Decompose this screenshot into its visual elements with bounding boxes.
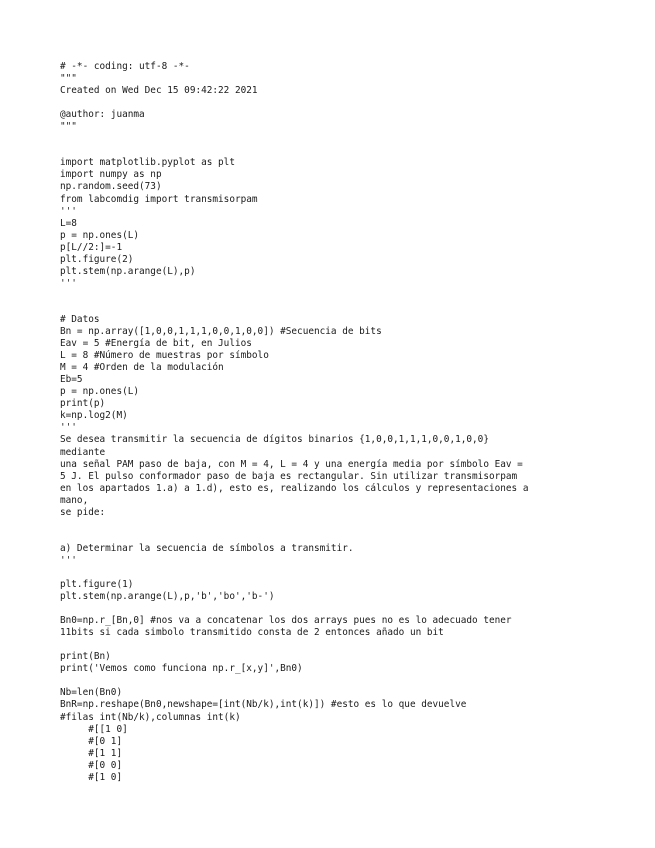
- code-line: #[0 1]: [60, 735, 123, 747]
- code-line: [60, 675, 620, 687]
- code-line: #[1 1]: [60, 747, 123, 759]
- code-line: [60, 603, 620, 615]
- code-line: ''': [60, 422, 77, 434]
- code-line: 11bits si cada simbolo transmitido consta de 2 entonces añado un bit: [60, 627, 444, 639]
- code-line: print(Bn): [60, 651, 111, 663]
- code-line: Created on Wed Dec 15 09:42:22 2021: [60, 85, 258, 97]
- code-line: [60, 145, 620, 157]
- code-line: L=8: [60, 217, 77, 229]
- code-line: #[[1 0]: [60, 723, 128, 735]
- code-line: M = 4 #Orden de la modulación: [60, 362, 224, 374]
- code-line: Eav = 5 #Energía de bit, en Julios: [60, 338, 252, 350]
- code-line: [60, 519, 620, 531]
- code-line: ''': [60, 554, 77, 566]
- code-line: [60, 290, 620, 302]
- code-line: # -*- coding: utf-8 -*-: [60, 61, 190, 72]
- code-line: ''': [60, 205, 77, 217]
- code-line: plt.figure(2): [60, 253, 134, 265]
- code-line: p = np.ones(L): [60, 229, 140, 241]
- code-line: #filas int(Nb/k),columnas int(k): [60, 711, 241, 723]
- code-line: [60, 639, 620, 651]
- code-line: Se desea transmitir la secuencia de dígitos binarios {1,0,0,1,1,1,0,0,1,0,0}: [60, 434, 489, 446]
- code-line: np.random.seed(73): [60, 181, 162, 193]
- code-line: [60, 567, 620, 579]
- code-line: #[0 0]: [60, 759, 123, 771]
- code-line: import numpy as np: [60, 169, 162, 181]
- code-line: Bn0=np.r_[Bn,0] #nos va a concatenar los dos arrays pues no es lo adecuado tener: [60, 615, 512, 627]
- code-line: plt.stem(np.arange(L),p): [60, 265, 196, 277]
- code-line: # Datos: [60, 313, 100, 325]
- code-line: se pide:: [60, 506, 106, 518]
- code-line: ''': [60, 277, 77, 289]
- code-line: #[1 0]: [60, 771, 123, 783]
- code-line: import matplotlib.pyplot as plt: [60, 157, 235, 169]
- code-line: [60, 302, 620, 314]
- code-line: plt.stem(np.arange(L),p,'b','bo','b-'): [60, 591, 275, 603]
- code-line: una señal PAM paso de baja, con M = 4, L = 4 y una energía media por símbolo Eav =: [60, 458, 523, 470]
- code-line: [60, 133, 620, 145]
- code-listing: [60, 61, 620, 784]
- code-line: plt.figure(1): [60, 579, 134, 591]
- code-line: [60, 97, 620, 109]
- code-line: Nb=len(Bn0): [60, 687, 123, 699]
- code-line: Eb=5: [60, 374, 83, 386]
- code-line: """: [60, 121, 77, 133]
- code-line: mano,: [60, 494, 89, 506]
- code-line: BnR=np.reshape(Bn0,newshape=[int(Nb/k),int(k)]) #esto es lo que devuelve: [60, 699, 467, 711]
- code-line: mediante: [60, 446, 106, 458]
- code-line: 5 J. El pulso conformador paso de baja es rectangular. Sin utilizar transmisorpam: [60, 470, 518, 482]
- code-line: a) Determinar la secuencia de símbolos a transmitir.: [60, 542, 354, 554]
- code-line: @author: juanma: [60, 109, 145, 121]
- code-line: k=np.log2(M): [60, 410, 128, 422]
- code-line: """: [60, 73, 77, 85]
- code-line: print(p): [60, 398, 106, 410]
- code-line: print('Vemos como funciona np.r_[x,y]',Bn0): [60, 663, 303, 675]
- code-line: [60, 531, 620, 543]
- code-line: p[L//2:]=-1: [60, 241, 123, 253]
- code-line: L = 8 #Número de muestras por símbolo: [60, 350, 269, 362]
- code-line: en los apartados 1.a) a 1.d), esto es, realizando los cálculos y representaciones a: [60, 482, 529, 494]
- code-line: Bn = np.array([1,0,0,1,1,1,0,0,1,0,0]) #Secuencia de bits: [60, 326, 382, 338]
- code-line: from labcomdig import transmisorpam: [60, 193, 258, 205]
- code-line: p = np.ones(L): [60, 386, 140, 398]
